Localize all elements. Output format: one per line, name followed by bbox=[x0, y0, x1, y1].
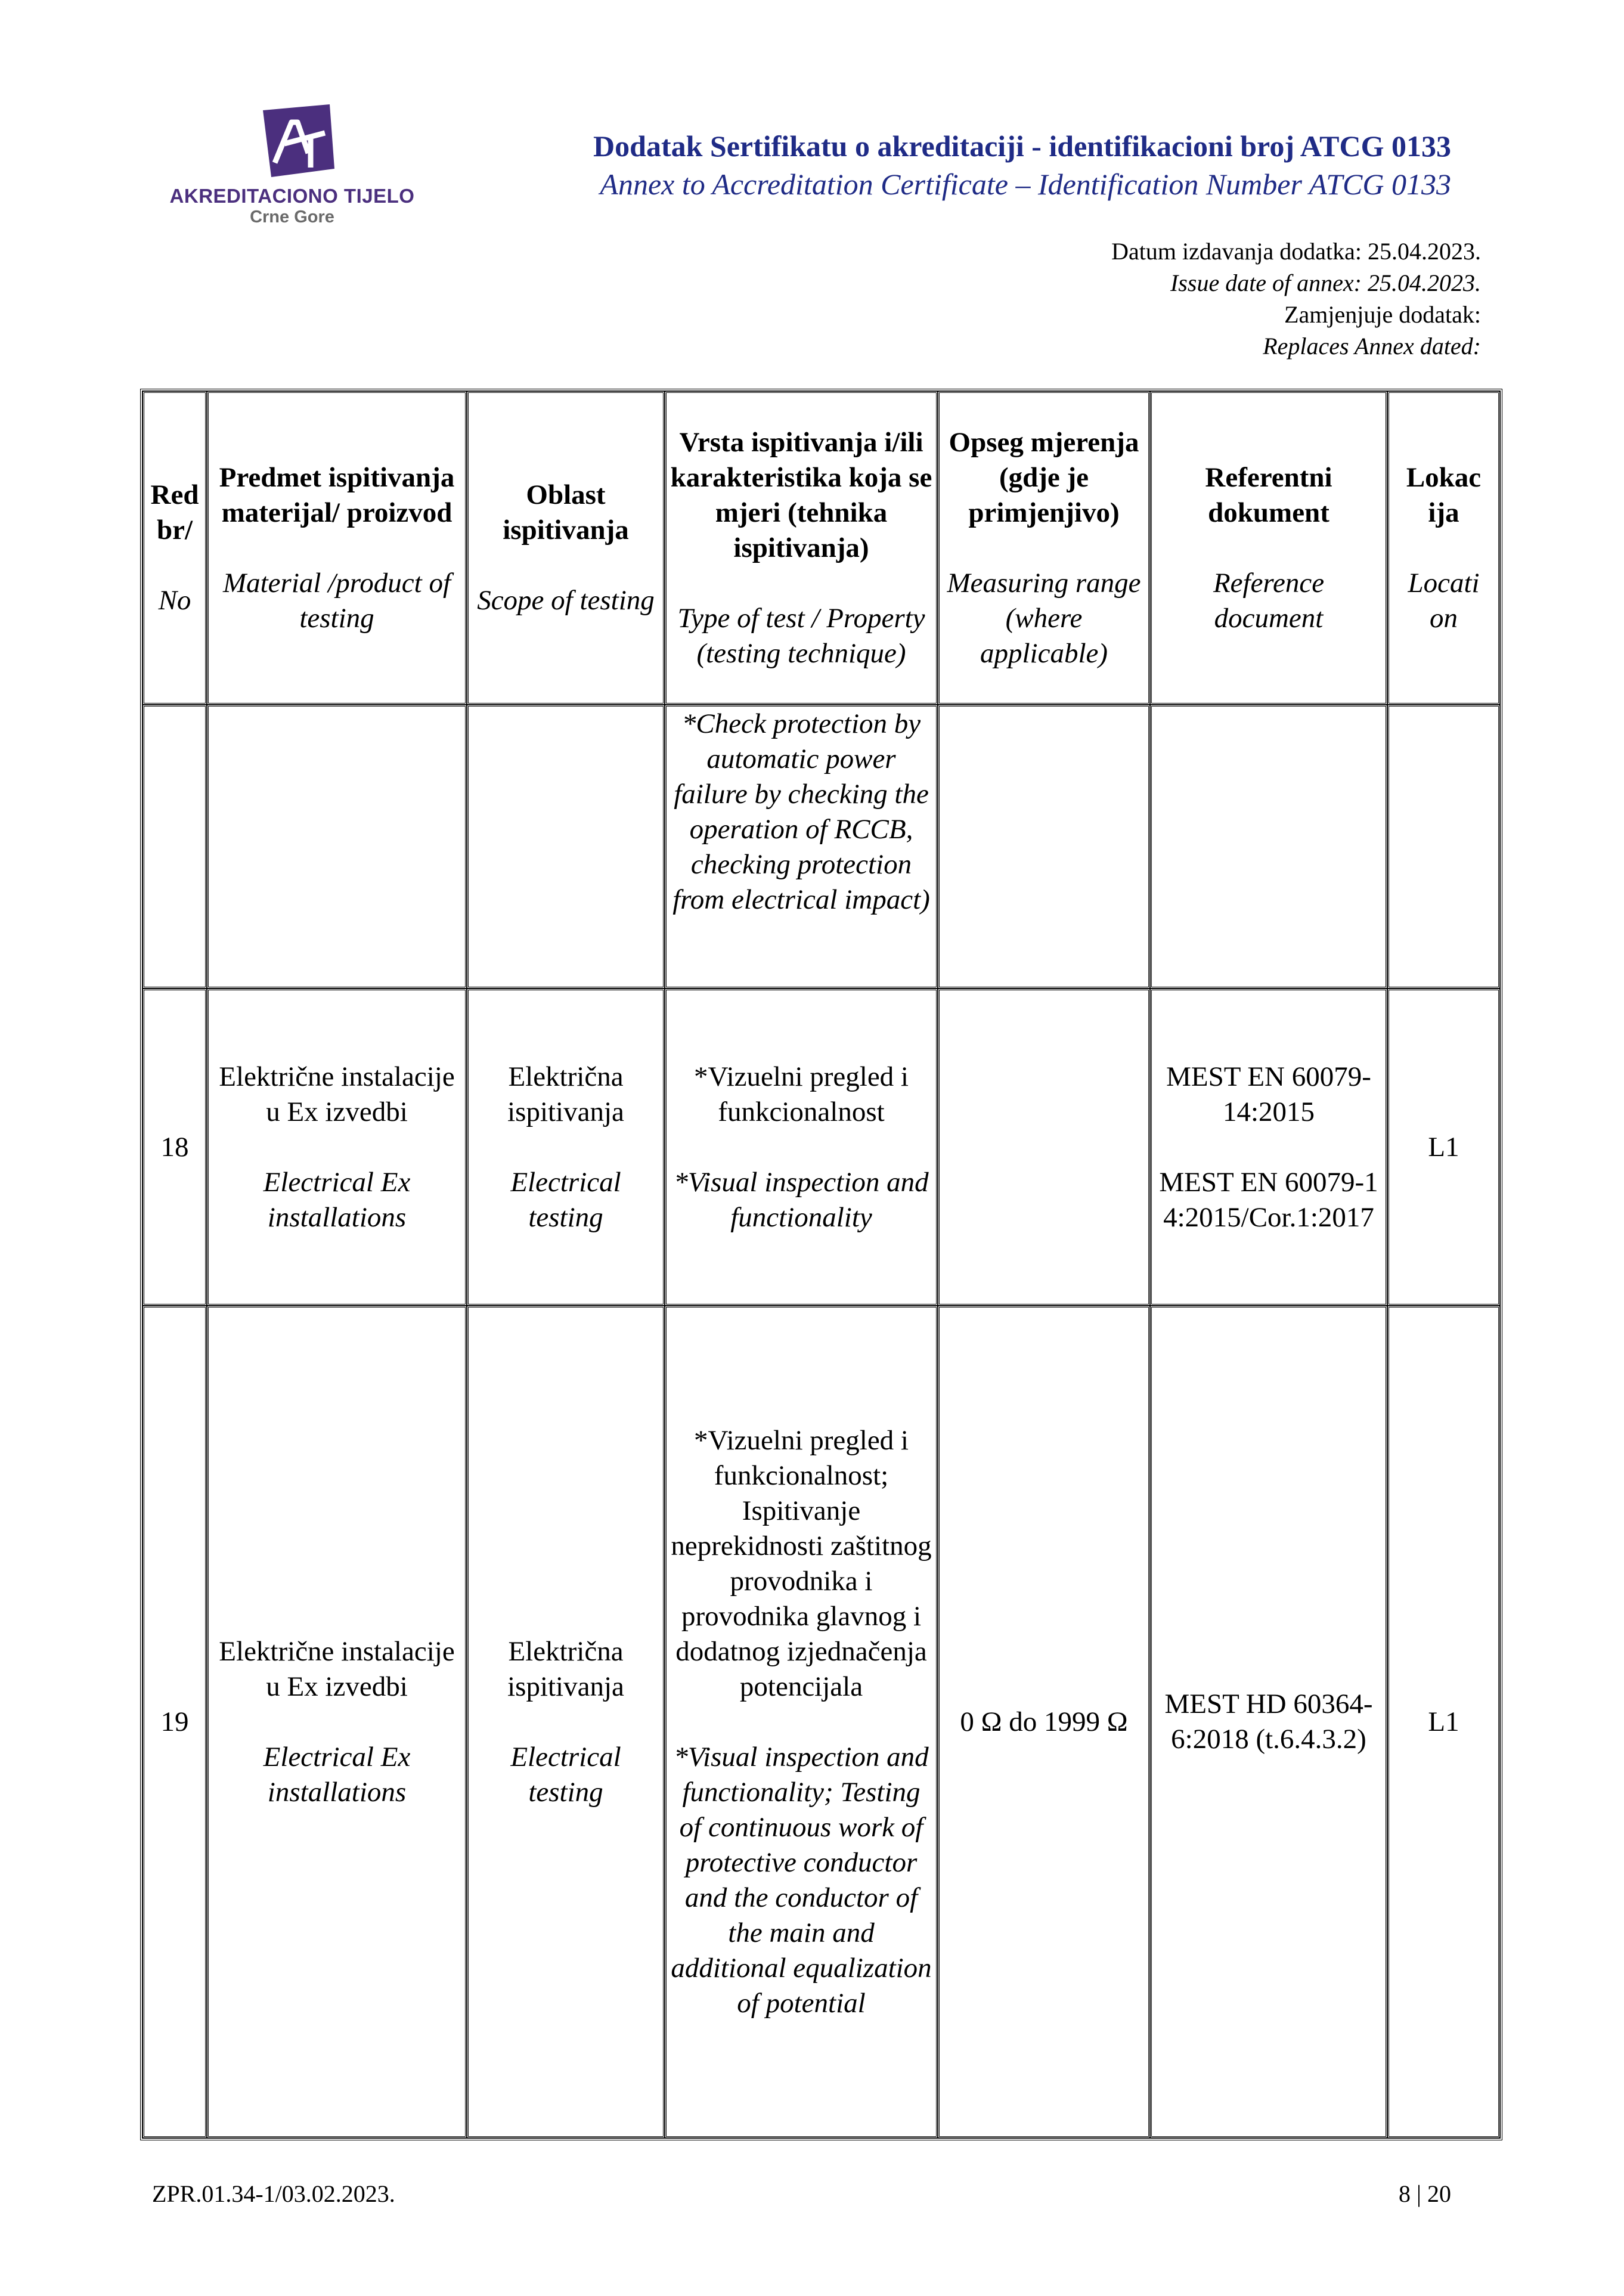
header-reference-local: Referentni dokument bbox=[1205, 461, 1332, 528]
header-material-en: Material /product of testing bbox=[222, 567, 451, 634]
cell-type-en: *Visual inspection and functionality bbox=[674, 1166, 929, 1233]
header-no-local: Red br/ bbox=[150, 479, 199, 546]
cell-location: L1 bbox=[1387, 989, 1500, 1306]
footer-page-number: 8 | 20 bbox=[1398, 2180, 1451, 2207]
header-scope-en: Scope of testing bbox=[477, 585, 655, 616]
cell-reference bbox=[1150, 705, 1387, 989]
cell-scope bbox=[467, 1306, 665, 2138]
cell-type bbox=[665, 1306, 938, 2138]
cell-no bbox=[142, 705, 207, 989]
cell-type-local: *Vizuelni pregled i funkcionalnost bbox=[693, 1061, 909, 1127]
cell-type-local: *Vizuelni pregled i funkcionalnost; Ispitivanje neprekidnosti zaštitnog provodnika i provodnika glavnog i dodatnog izjednačenja potencijala bbox=[671, 1424, 932, 1702]
header-location-local: Lokac ija bbox=[1406, 461, 1482, 528]
cell-material-en: Electrical Ex installations bbox=[263, 1166, 411, 1233]
cell-range bbox=[938, 989, 1150, 1306]
header-no bbox=[142, 391, 207, 705]
document-title: Dodatak Sertifikatu o akreditaciji - identifikacioni broj ATCG 0133 bbox=[593, 129, 1451, 163]
table-header-row bbox=[142, 391, 1500, 705]
cell-material-en: Electrical Ex installations bbox=[263, 1741, 411, 1808]
cell-scope-local: Električna ispitivanja bbox=[507, 1635, 624, 1702]
cell-reference-1: MEST EN 60079-14:2015 bbox=[1166, 1061, 1371, 1127]
cell-range: 0 Ω do 1999 Ω bbox=[938, 1306, 1150, 2138]
issue-meta bbox=[1111, 236, 1481, 362]
header-range bbox=[938, 391, 1150, 705]
header-range-en: Measuring range (where applicable) bbox=[947, 567, 1141, 669]
cell-material bbox=[207, 989, 467, 1306]
cell-material bbox=[207, 1306, 467, 2138]
document-subtitle: Annex to Accreditation Certificate – Identification Number ATCG 0133 bbox=[600, 168, 1451, 201]
cell-scope-en: Electrical testing bbox=[510, 1741, 621, 1808]
issue-date-en: Issue date of annex: 25.04.2023. bbox=[1170, 269, 1481, 296]
cell-type bbox=[665, 705, 938, 989]
cell-type-en: *Visual inspection and functionality; Testing of continuous work of protective conductor and the conductor of the main and additional equalization of potential bbox=[671, 1741, 932, 2019]
header-scope bbox=[467, 391, 665, 705]
logo-org-name: AKREDITACIONO TIJELO bbox=[169, 185, 415, 207]
cell-scope bbox=[467, 989, 665, 1306]
header-reference bbox=[1150, 391, 1387, 705]
cell-type-en: *Check protection by automatic power failure by checking the operation of RCCB, checking protection from electrical impact) bbox=[672, 708, 930, 915]
header-range-local: Opseg mjerenja (gdje je primjenjivo) bbox=[949, 426, 1139, 528]
cell-type bbox=[665, 989, 938, 1306]
header-material-local: Predmet ispitivanja materijal/ proizvod bbox=[219, 461, 455, 528]
accreditation-logo-icon bbox=[258, 104, 334, 177]
cell-reference-2: MEST EN 60079-14:2015/Cor.1:2017 bbox=[1159, 1166, 1378, 1233]
table-row bbox=[142, 1306, 1500, 2138]
replaces-en: Replaces Annex dated: bbox=[1263, 333, 1481, 360]
header-type-local: Vrsta ispitivanja i/ili karakteristika koja se mjeri (tehnika ispitivanja) bbox=[670, 426, 932, 563]
table-row bbox=[142, 705, 1500, 989]
cell-material-local: Električne instalacije u Ex izvedbi bbox=[219, 1635, 455, 1702]
logo bbox=[161, 98, 423, 236]
table-row bbox=[142, 989, 1500, 1306]
header-no-en: No bbox=[158, 585, 191, 616]
header-type bbox=[665, 391, 938, 705]
cell-location: L1 bbox=[1387, 1306, 1500, 2138]
cell-scope bbox=[467, 705, 665, 989]
cell-reference: MEST HD 60364-6:2018 (t.6.4.3.2) bbox=[1150, 1306, 1387, 2138]
scope-table bbox=[140, 389, 1502, 2140]
issue-date-local: Datum izdavanja dodatka: 25.04.2023. bbox=[1111, 238, 1481, 265]
header-reference-en: Reference document bbox=[1213, 567, 1325, 634]
header-scope-local: Oblast ispitivanja bbox=[503, 479, 629, 546]
cell-no: 19 bbox=[142, 1306, 207, 2138]
cell-material-local: Električne instalacije u Ex izvedbi bbox=[219, 1061, 455, 1127]
cell-range bbox=[938, 705, 1150, 989]
replaces-local: Zamjenjuje dodatak: bbox=[1284, 301, 1481, 328]
footer-doc-code: ZPR.01.34-1/03.02.2023. bbox=[152, 2180, 395, 2207]
cell-scope-local: Električna ispitivanja bbox=[507, 1061, 624, 1127]
logo-org-sub: Crne Gore bbox=[250, 207, 334, 227]
cell-material bbox=[207, 705, 467, 989]
header-material bbox=[207, 391, 467, 705]
cell-location bbox=[1387, 705, 1500, 989]
header-location bbox=[1387, 391, 1500, 705]
cell-no: 18 bbox=[142, 989, 207, 1306]
cell-reference bbox=[1150, 989, 1387, 1306]
cell-scope-en: Electrical testing bbox=[510, 1166, 621, 1233]
header-type-en: Type of test / Property (testing technique) bbox=[677, 602, 925, 669]
header-location-en: Locati on bbox=[1408, 567, 1480, 634]
